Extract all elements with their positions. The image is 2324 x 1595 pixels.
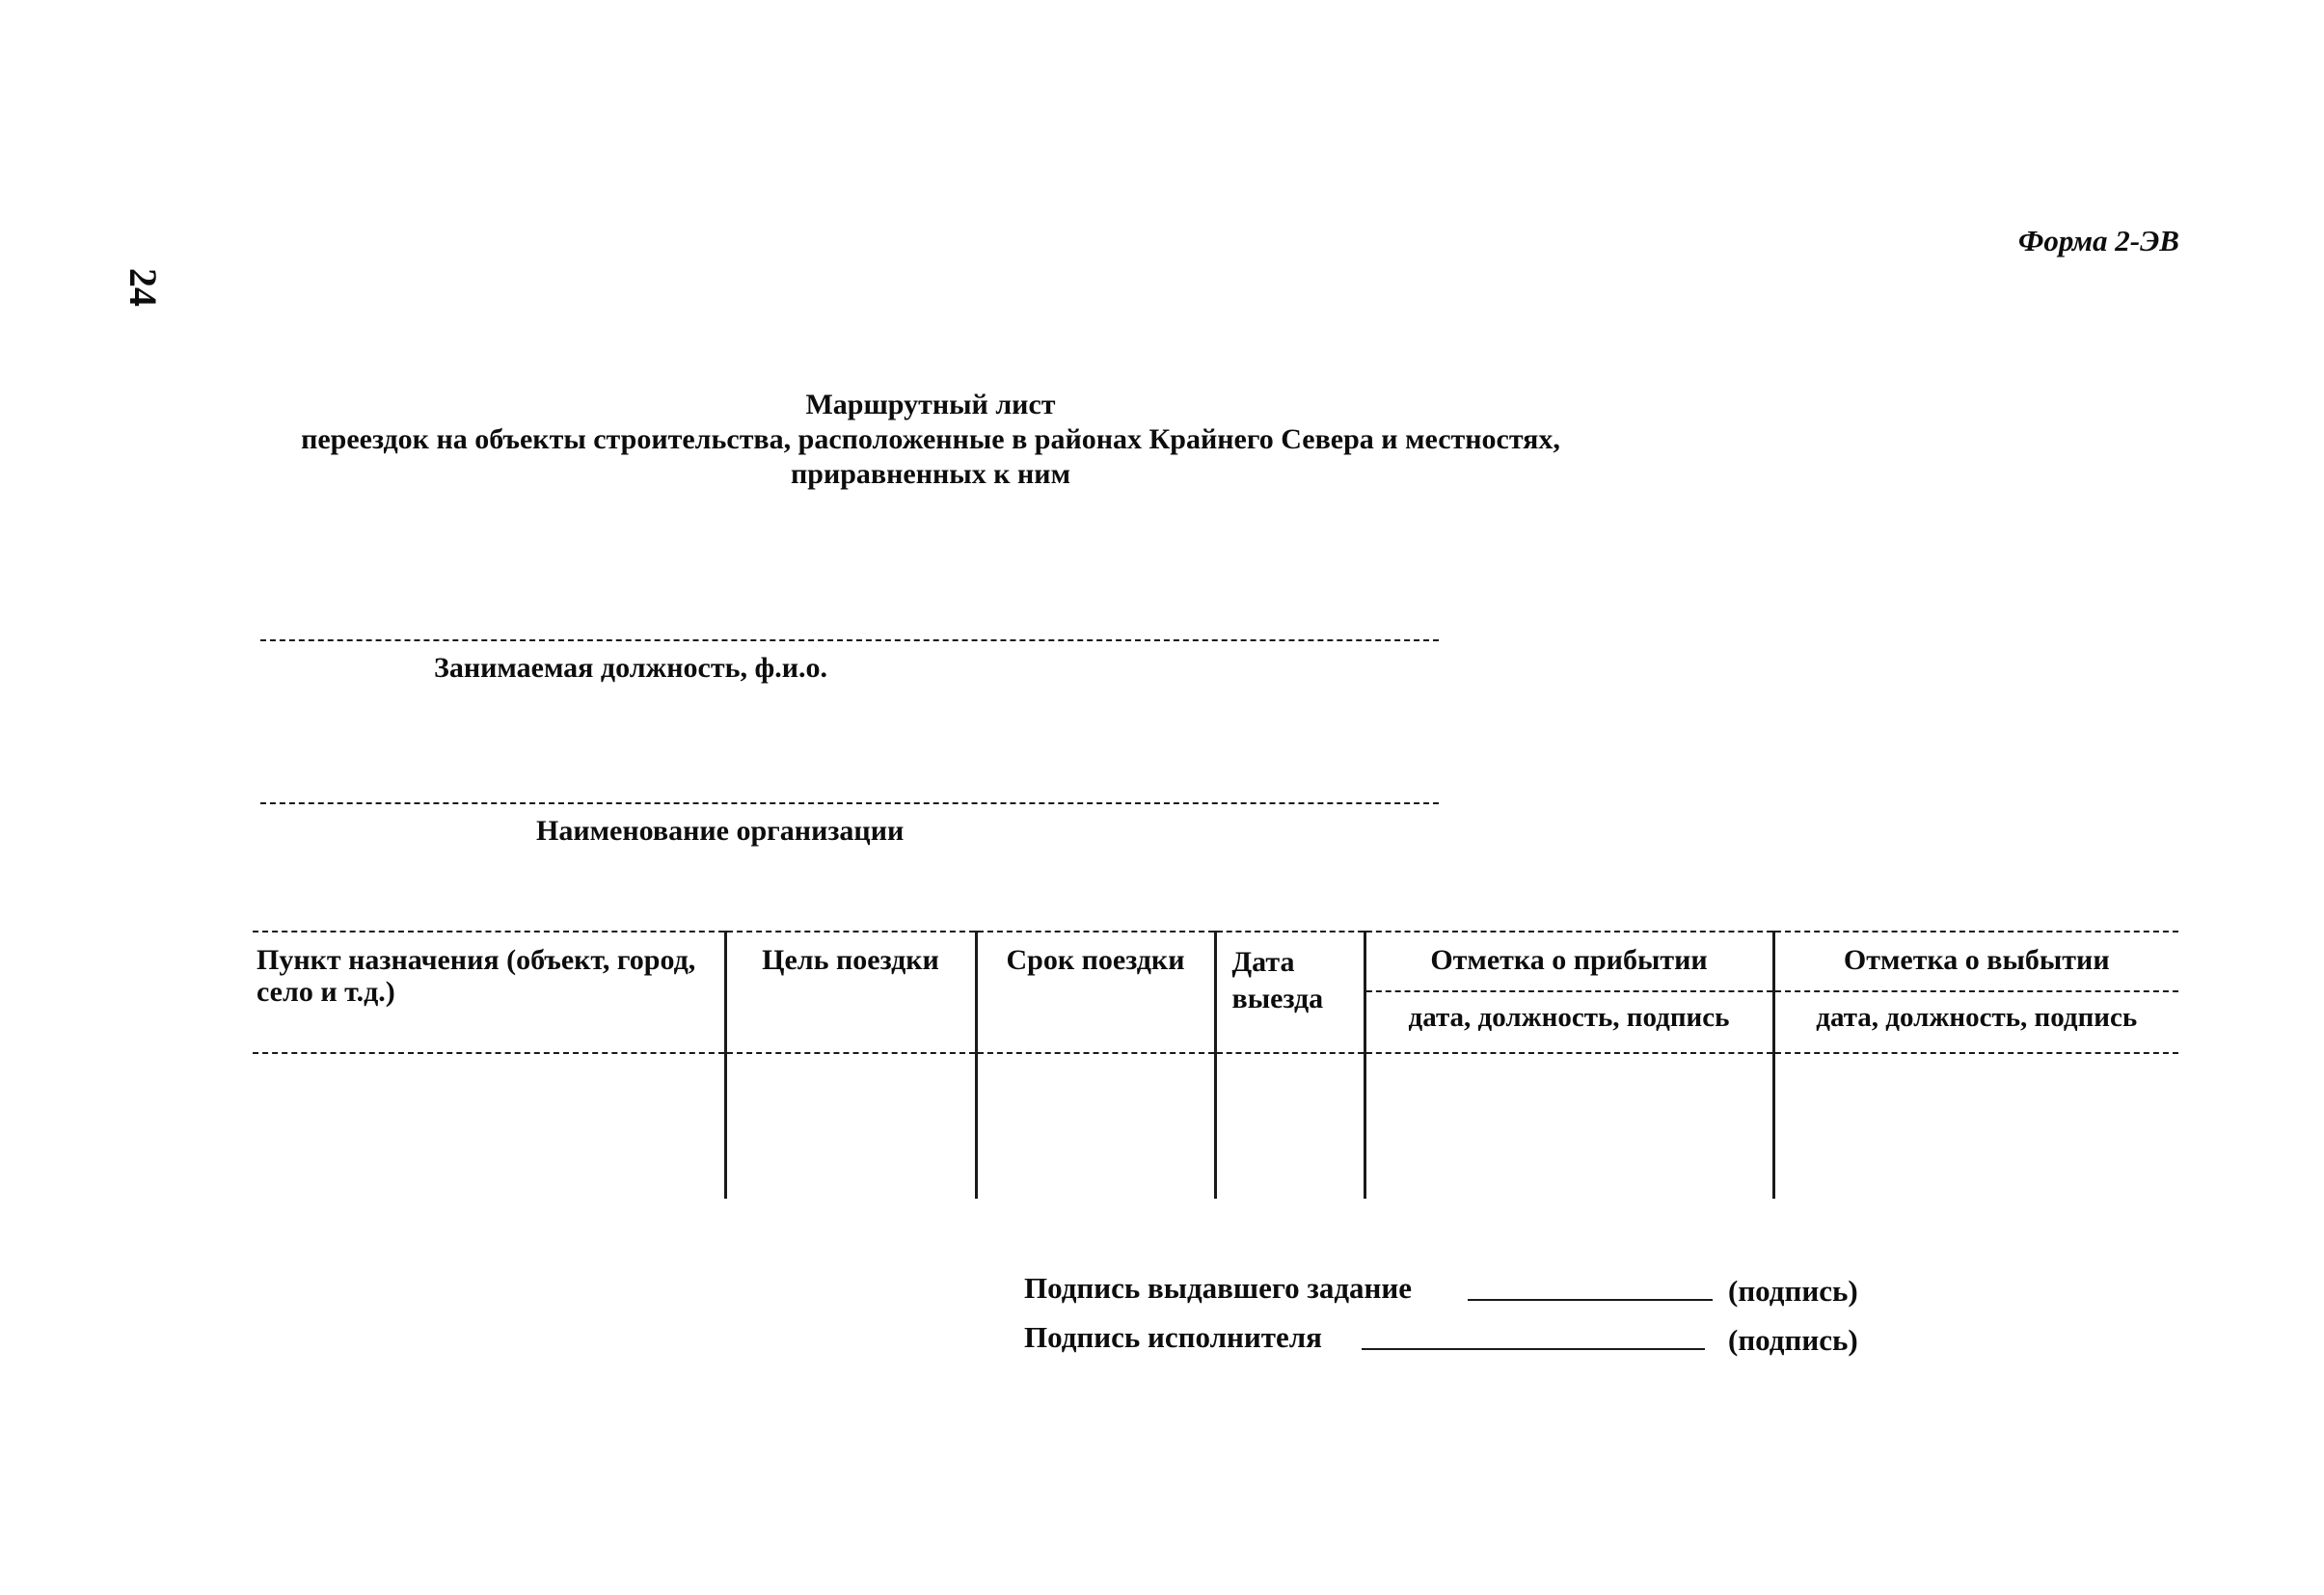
title-line-3: приравненных к ним — [790, 458, 1071, 490]
table-row — [253, 1053, 2178, 1199]
header-departure-date: Дата выезда — [1215, 932, 1365, 1053]
form-label: Форма 2-ЭВ — [2018, 224, 2179, 257]
header-arrival-mark: Отметка о прибытии — [1365, 932, 1773, 991]
cell-destination[interactable] — [253, 1053, 725, 1199]
cell-arrival-mark[interactable] — [1365, 1053, 1773, 1199]
cell-departure-date[interactable] — [1215, 1053, 1365, 1199]
route-table — [253, 931, 2178, 1199]
executor-signature-line[interactable] — [1362, 1348, 1705, 1350]
header-purpose: Цель поездки — [725, 932, 976, 1053]
title-line-2: переездок на объекты строительства, расположенные в районах Крайнего Севера и местностях, — [301, 423, 1560, 455]
cell-term[interactable] — [976, 1053, 1215, 1199]
organization-fill-line[interactable] — [260, 802, 1439, 804]
cell-purpose[interactable] — [725, 1053, 976, 1199]
issuer-signature-note: (подпись) — [1728, 1274, 1858, 1308]
issuer-signature-label: Подпись выдавшего задание — [1024, 1271, 1413, 1305]
document-title — [0, 388, 1861, 492]
header-arrival-sub: дата, должность, подпись — [1365, 991, 1773, 1053]
cell-departure-mark[interactable] — [1773, 1053, 2178, 1199]
organization-caption: Наименование организации — [536, 815, 905, 847]
position-caption: Занимаемая должность, ф.и.о. — [434, 652, 828, 684]
executor-signature-label: Подпись исполнителя — [1024, 1320, 1322, 1354]
title-line-1: Маршрутный лист — [805, 389, 1056, 420]
position-fill-line[interactable] — [260, 639, 1439, 641]
header-departure-sub: дата, должность, подпись — [1773, 991, 2178, 1053]
issuer-signature-line[interactable] — [1468, 1299, 1713, 1301]
page-number: 24 — [122, 268, 165, 307]
header-term: Срок поездки — [976, 932, 1215, 1053]
header-departure-mark: Отметка о выбытии — [1773, 932, 2178, 991]
executor-signature-note: (подпись) — [1728, 1323, 1858, 1357]
header-destination: Пункт назначения (объект, город, село и т.д.) — [253, 932, 725, 1053]
